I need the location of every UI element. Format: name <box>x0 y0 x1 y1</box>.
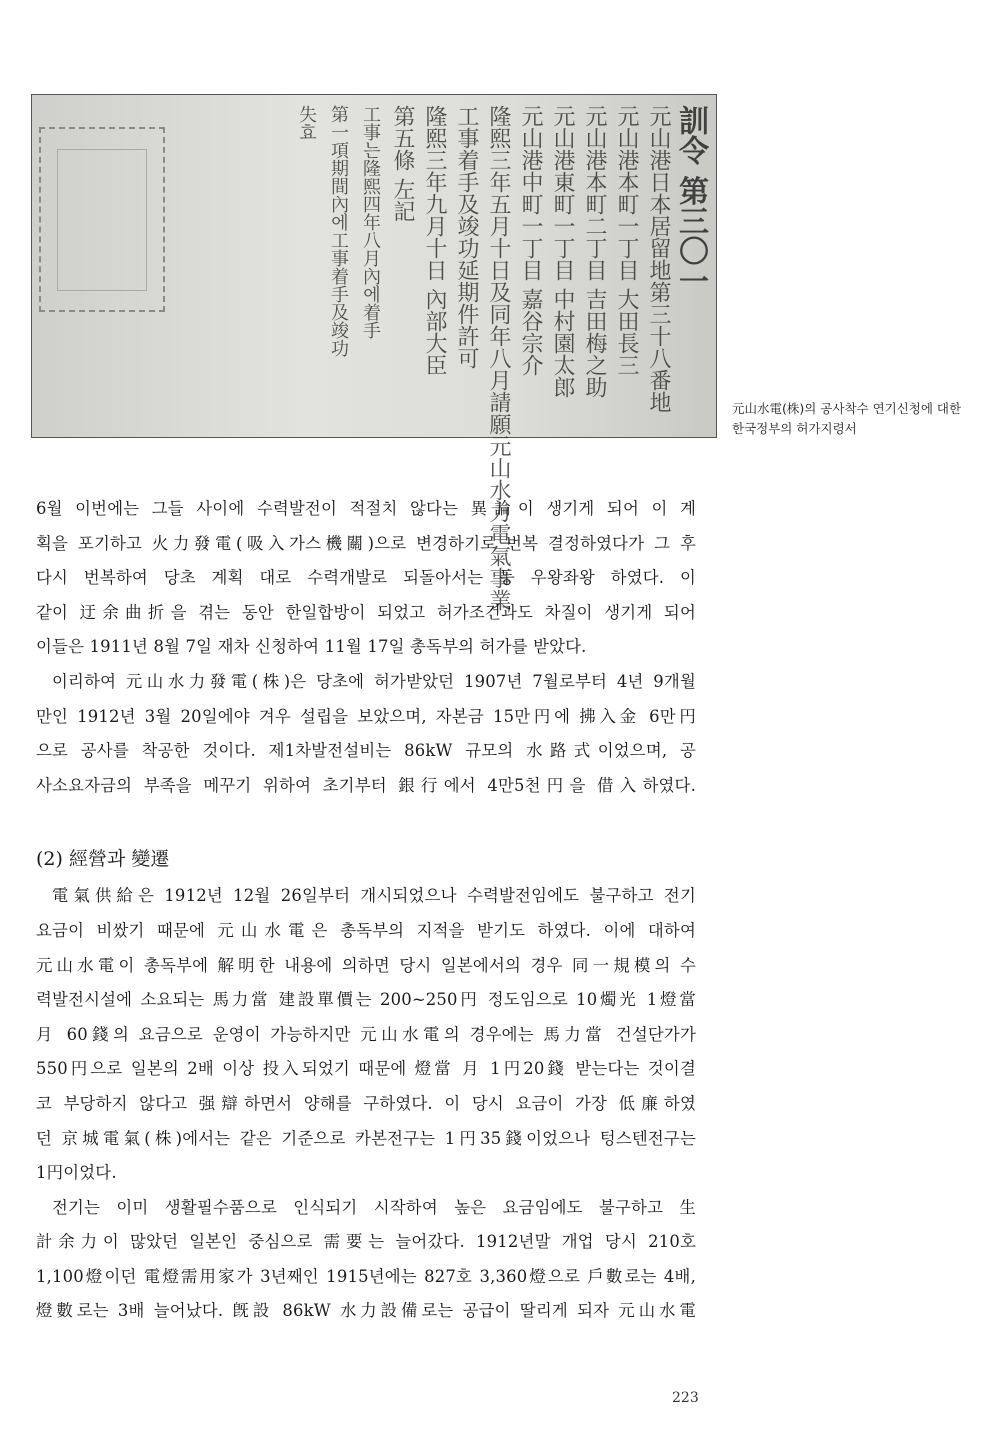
paragraph-2 <box>36 665 696 803</box>
text-line: 이리하여 元山水力發電(株)은 당초에 허가받았던 1907년 7월로부터 4년 9개월 <box>52 671 696 691</box>
stamp-frame <box>39 127 165 312</box>
figure-caption <box>732 399 982 439</box>
text-line: 요금이 비쌌기 때문에 元山水電은 총독부의 지적을 받기도 하였다. 이에 대하여 <box>36 920 696 940</box>
document-column: 訓令 第三〇一 <box>673 105 708 296</box>
section-heading: (2) 經營과 變遷 <box>36 848 170 871</box>
document-column: 隆熙三年五月十日及同年八月請願元山水力電氣事業 <box>486 105 511 611</box>
document-column: 隆熙三年九月十日 內部大臣 <box>422 105 447 376</box>
document-column: 元山港本町一丁目 大田長三 <box>614 105 639 376</box>
document-column: 第五條 左記 <box>390 105 415 222</box>
text-line: 1,100燈이던 電燈需用家가 3년째인 1915년에는 827호 3,360燈으로 戶數로는 4배, <box>36 1266 696 1286</box>
text-line: 月 60錢의 요금으로 운영이 가능하지만 元山水電의 경우에는 馬力當 건설단가가 <box>36 1024 696 1044</box>
text-line: 6월 이번에는 그들 사이에 수력발전이 적절치 않다는 異論이 생기게 되어 이 계 <box>36 499 696 518</box>
body-text <box>36 492 696 1329</box>
document-column: 元山港本町二丁目 吉田梅之助 <box>582 105 607 398</box>
text-line: 이들은 1911년 8월 7일 재차 신청하여 11월 17일 총독부의 허가를 받았다. <box>36 637 587 657</box>
text-line: 으로 공사를 착공한 것이다. 제1차발전설비는 86kW 규모의 水路式이었으며, 공 <box>36 741 696 761</box>
text-line: 획을 포기하고 火力發電(吸入가스機關)으로 변경하기로 번복 결정하였다가 그 후 <box>36 533 696 553</box>
text-line: 사소요자금의 부족을 메꾸기 위하여 초기부터 銀行에서 4만5천円을 借入하였다. <box>36 775 696 795</box>
document-column: 元山港日本居留地第三十八番地 <box>646 105 671 413</box>
document-column: 工事着手及竣功延期件許可 <box>454 105 479 369</box>
text-line: 만인 1912년 3월 20일에야 겨우 설립을 보았으며, 자본금 15만円에 拂入金 6만円 <box>36 706 696 726</box>
page-number: 223 <box>672 1390 699 1406</box>
text-line: 력발전시설에 소요되는 馬力當 建設單價는 200~250円 정도임으로 10燭光 1燈當 <box>36 990 696 1010</box>
text-line: 電氣供給은 1912년 12월 26일부터 개시되었으나 수력발전임에도 불구하고 전기 <box>52 886 696 906</box>
document-column: 失효 <box>296 105 317 141</box>
text-line: 1円이었다. <box>36 1163 117 1183</box>
text-line: 다시 번복하여 당초 계획 대로 수력개발로 되돌아서는 등 우왕좌왕 하였다. 이 <box>36 568 696 588</box>
text-line: 550円으로 일본의 2배 이상 投入되었기 때문에 燈當 月 1円20錢 받는다는 것이결 <box>36 1059 696 1079</box>
caption-line: 元山水電(株)의 공사착수 연기신청에 대한 <box>732 401 962 416</box>
text-line: 計余力이 많았던 일본인 중심으로 需要는 늘어갔다. 1912년말 개업 당시 210호 <box>36 1232 696 1252</box>
text-line: 燈數로는 3배 늘어났다. 旣設 86kW 水力設備로는 공급이 딸리게 되자 元山水電 <box>36 1301 696 1321</box>
document-column: 第一項期間內에工事着手及竣功 <box>328 105 349 357</box>
document-column: 元山港東町一丁目 中村園太郎 <box>550 105 575 398</box>
text-line: 전기는 이미 생활필수품으로 인식되기 시작하여 높은 요금임에도 불구하고 生 <box>52 1197 696 1217</box>
paragraph-1 <box>36 492 696 665</box>
document-column: 工事는隆熙四年八月內에着手 <box>360 105 381 339</box>
document-column: 元山港中町一丁目 嘉谷宗介 <box>518 105 543 376</box>
text-line: 던 京城電氣(株)에서는 같은 기준으로 카본전구는 1円35錢이었으나 텅스텐전구는 <box>36 1128 696 1148</box>
text-line: 元山水電이 총독부에 解明한 내용에 의하면 당시 일본에서의 경우 同一規模의 수 <box>36 955 696 975</box>
text-line: 코 부당하지 않다고 强辯하면서 양해를 구하였다. 이 당시 요금이 가장 低廉하였 <box>36 1093 696 1113</box>
caption-line: 한국정부의 허가지령서 <box>732 421 857 436</box>
paragraph-4 <box>36 1191 696 1329</box>
text-line: 같이 迂余曲折을 겪는 동안 한일합방이 되었고 허가조건과도 차질이 생기게 되어 <box>36 602 696 622</box>
paragraph-3 <box>36 879 696 1190</box>
